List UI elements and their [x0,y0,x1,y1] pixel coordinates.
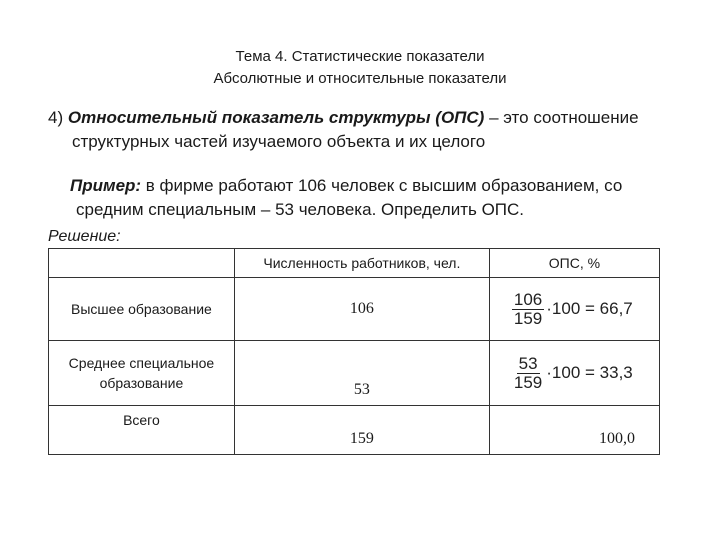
row-ops-formula [489,341,659,406]
formula-denominator: 159 [513,308,543,328]
row-count: 106 [234,278,489,341]
row-ops-total: 100,0 [489,406,659,455]
row-label: Всего [49,406,235,455]
table-header-ops: ОПС, % [489,249,659,278]
definition-term: Относительный показатель структуры (ОПС) [67,108,485,127]
formula-numerator: 106 [513,289,543,309]
definition-line2: структурных частей изучаемого объекта и их целого [72,132,486,151]
solution-label: Решение: [48,228,121,245]
example-line2: средним специальным – 53 человека. Определить ОПС. [76,200,525,219]
row-label: Среднее специальное образование [49,341,235,406]
formula-result: ·100 = 66,7 [546,299,633,318]
row-count: 159 [234,406,489,455]
definition-number: 4) [48,108,64,127]
formula-denominator: 159 [513,372,543,392]
row-ops-formula [489,278,659,341]
table-row [49,406,660,455]
table-row [49,278,660,341]
example-label: Пример: [70,176,142,195]
table-row [49,341,660,406]
topic-subtitle: Абсолютные и относительные показатели [213,70,507,87]
table-header-count: Численность работников, чел. [234,249,489,278]
definition-text: – это соотношение [484,108,639,127]
topic-title: Тема 4. Статистические показатели [235,48,485,65]
ops-table [48,248,660,455]
row-count: 53 [234,341,489,406]
definition [48,106,688,154]
row-label: Высшее образование [49,278,235,341]
example-text: в фирме работают 106 человек с высшим образованием, со [141,176,623,195]
formula-numerator: 53 [518,353,538,373]
table-header-row [49,249,660,278]
formula-result: ·100 = 33,3 [546,363,633,382]
example [70,174,690,222]
table-header-empty [49,249,235,278]
